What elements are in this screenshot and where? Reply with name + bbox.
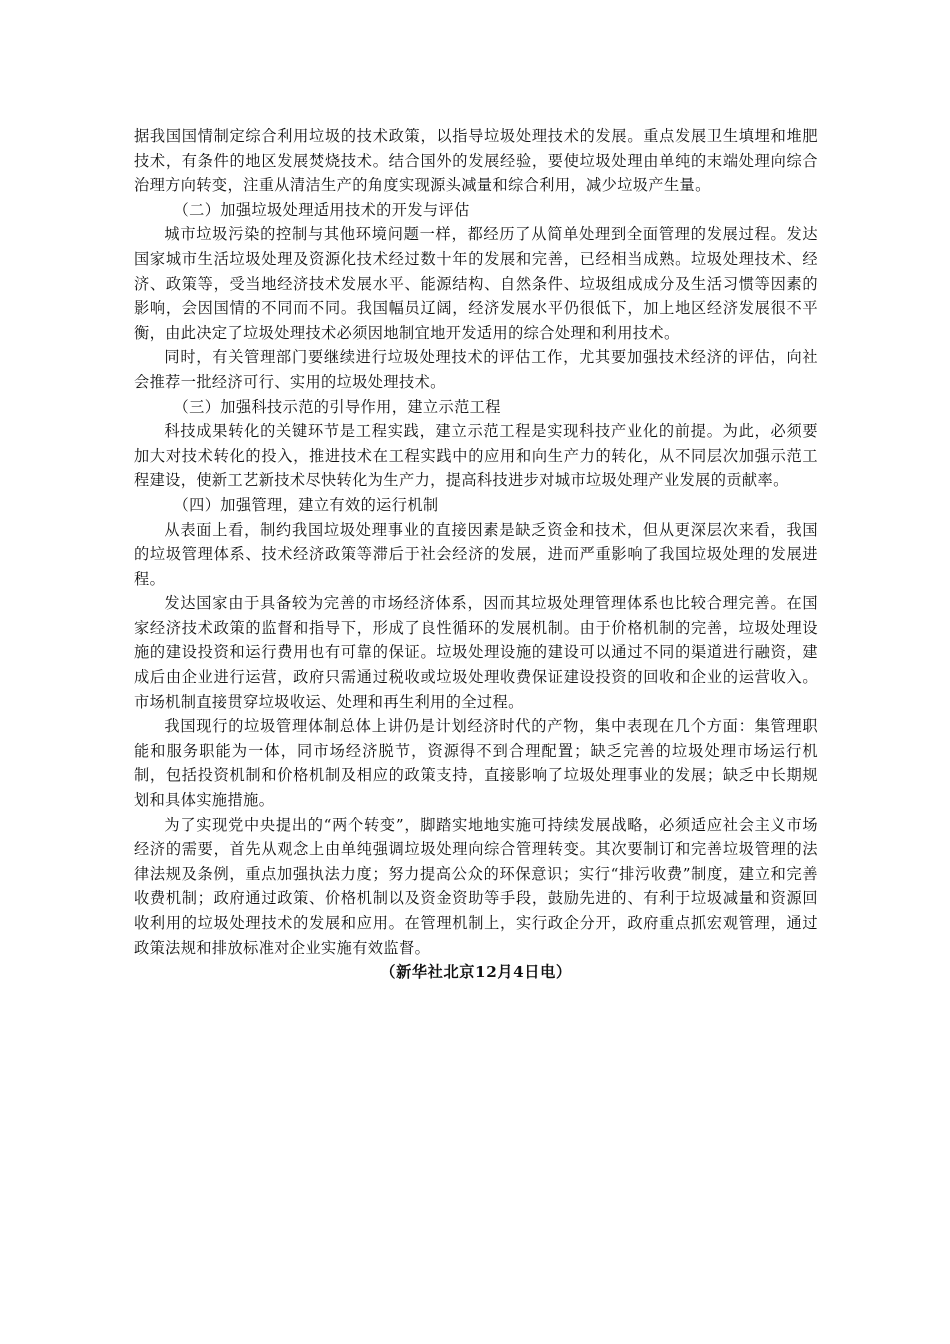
paragraph-5: 从表面上看，制约我国垃圾处理事业的直接因素是缺乏资金和技术，但从更深层次来看，我国的垃圾管理体系、技术经济政策等滞后于社会经济的发展，进而严重影响了我国垃圾处理的发展进程。	[134, 520, 818, 588]
section-heading-3: （三）加强科技示范的引导作用，建立示范工程	[173, 397, 501, 416]
source-credit: （新华社北京12月4日电）	[380, 963, 572, 982]
paragraph-6: 发达国家由于具备较为完善的市场经济体系，因而其垃圾处理管理体系也比较合理完善。在国家经济技术政策的监督和指导下，形成了良性循环的发展机制。由于价格机制的完善，垃圾处理设施的建设投资和运行费用也有可靠的保证。垃圾处理设施的建设可以通过不同的渠道进行融资，建成后由企业进行运营，政府只需通过税收或垃圾处理收费保证建设投资的回收和企业的运营收入。市场机制直接贯穿垃圾收运、处理和再生利用的全过程。	[134, 594, 818, 711]
paragraph-3: 同时，有关管理部门要继续进行垃圾处理技术的评估工作，尤其要加强技术经济的评估，向社会推荐一批经济可行、实用的垃圾处理技术。	[134, 348, 818, 391]
paragraph-7: 我国现行的垃圾管理体制总体上讲仍是计划经济时代的产物，集中表现在几个方面：集管理职能和服务职能为一体，同市场经济脱节，资源得不到合理配置；缺乏完善的垃圾处理市场运行机制，包括投资机制和价格机制及相应的政策支持，直接影响了垃圾处理事业的发展；缺乏中长期规划和具体实施措施。	[134, 717, 818, 810]
section-heading-2: （二）加强垃圾处理适用技术的开发与评估	[173, 200, 470, 219]
paragraph-4: 科技成果转化的关键环节是工程实践，建立示范工程是实现科技产业化的前提。为此，必须要加大对技术转化的投入，推进技术在工程实践中的应用和向生产力的转化，从不同层次加强示范工程建设，使新工艺新技术尽快转化为生产力，提高科技进步对城市垃圾处理产业发展的贡献率。	[134, 422, 818, 490]
paragraph-1: 据我国国情制定综合利用垃圾的技术政策，以指导垃圾处理技术的发展。重点发展卫生填埋和堆肥技术，有条件的地区发展焚烧技术。结合国外的发展经验，要使垃圾处理由单纯的末端处理向综合治理方向转变，注重从清洁生产的角度实现源头减量和综合利用，减少垃圾产生量。	[134, 127, 818, 195]
paragraph-2: 城市垃圾污染的控制与其他环境问题一样，都经历了从简单处理到全面管理的发展过程。发达国家城市生活垃圾处理及资源化技术经过数十年的发展和完善，已经相当成熟。垃圾处理技术、经济、政策等，受当地经济技术发展水平、能源结构、自然条件、垃圾组成成分及生活习惯等因素的影响，会因国情的不同而不同。我国幅员辽阔，经济发展水平仍很低下，加上地区经济发展很不平衡，由此决定了垃圾处理技术必须因地制宜地开发适用的综合处理和利用技术。	[134, 225, 818, 342]
document-page	[134, 124, 818, 985]
section-heading-4: （四）加强管理，建立有效的运行机制	[173, 495, 439, 514]
paragraph-8: 为了实现党中央提出的“两个转变”，脚踏实地地实施可持续发展战略，必须适应社会主义市场经济的需要，首先从观念上由单纯强调垃圾处理向综合管理转变。其次要制订和完善垃圾管理的法律法规及条例，重点加强执法力度；努力提高公众的环保意识；实行“排污收费”制度，建立和完善收费机制；政府通过政策、价格机制以及资金资助等手段，鼓励先进的、有利于垃圾减量和资源回收利用的垃圾处理技术的发展和应用。在管理机制上，实行政企分开，政府重点抓宏观管理，通过政策法规和排放标准对企业实施有效监督。	[134, 815, 818, 957]
